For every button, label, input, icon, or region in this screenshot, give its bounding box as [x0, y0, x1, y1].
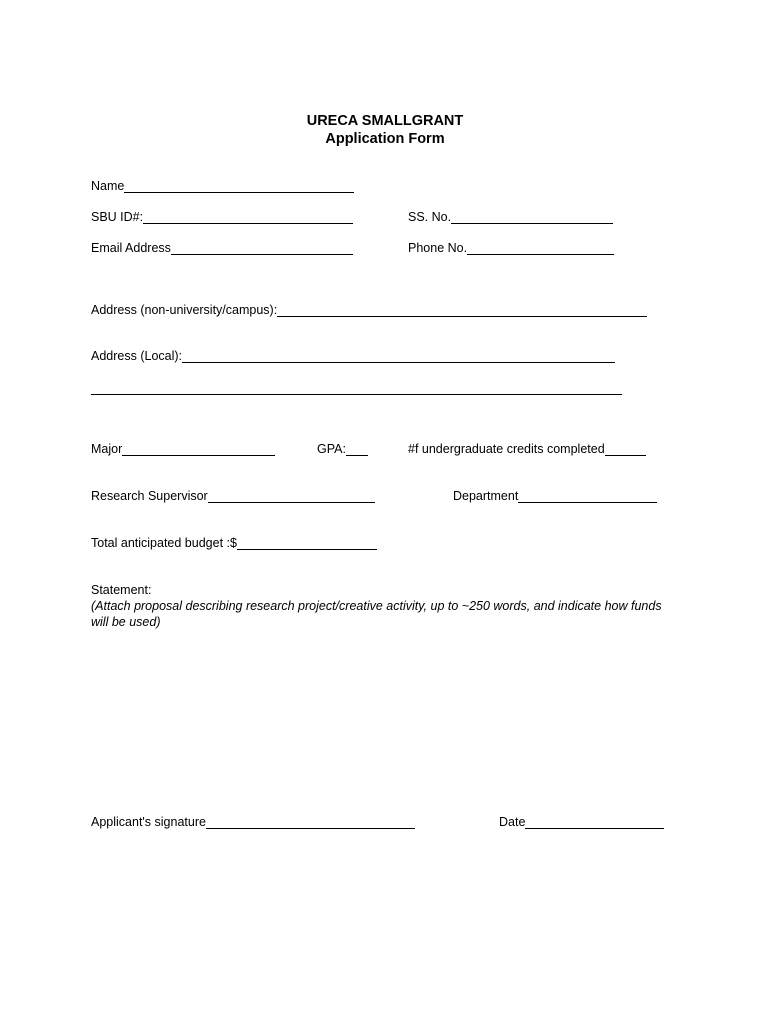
phone-label: Phone No.	[408, 241, 468, 255]
name-input-line[interactable]	[124, 180, 354, 193]
date-field	[499, 814, 664, 830]
form-subtitle: Application Form	[325, 131, 445, 147]
credits-field	[408, 441, 646, 457]
major-field	[91, 441, 275, 457]
department-input-line[interactable]	[518, 490, 657, 503]
date-input-line[interactable]	[525, 816, 664, 829]
phone-input-line[interactable]	[467, 242, 614, 255]
name-label: Name	[91, 179, 125, 193]
statement-heading: Statement:	[91, 583, 152, 597]
department-field	[453, 488, 657, 504]
department-label: Department	[453, 489, 519, 503]
research-supervisor-field	[91, 488, 375, 504]
ss-no-field	[408, 209, 613, 225]
gpa-label: GPA:	[317, 442, 346, 456]
signature-label: Applicant's signature	[91, 815, 206, 829]
research-supervisor-label: Research Supervisor	[91, 489, 208, 503]
budget-input-line[interactable]	[237, 537, 377, 550]
date-label: Date	[499, 815, 526, 829]
signature-field	[91, 814, 415, 830]
budget-label: Total anticipated budget :$	[91, 536, 237, 550]
email-field	[91, 240, 353, 256]
form-title: URECA SMALLGRANT	[306, 113, 464, 129]
address-local-continuation-line[interactable]	[91, 394, 622, 395]
sbu-id-input-line[interactable]	[143, 211, 353, 224]
major-input-line[interactable]	[122, 443, 275, 456]
phone-field	[408, 240, 614, 256]
research-supervisor-input-line[interactable]	[208, 490, 375, 503]
credits-label: #f undergraduate credits completed	[408, 442, 605, 456]
name-field	[91, 178, 354, 194]
credits-input-line[interactable]	[605, 443, 646, 456]
signature-input-line[interactable]	[206, 816, 415, 829]
budget-field	[91, 535, 377, 551]
sbu-id-label: SBU ID#:	[91, 210, 144, 224]
email-label: Email Address	[91, 241, 171, 255]
gpa-field	[317, 441, 368, 457]
address-local-input-line[interactable]	[182, 350, 615, 363]
sbu-id-field	[91, 209, 353, 225]
address-non-university-field	[91, 302, 647, 318]
address-local-field	[91, 348, 615, 364]
address-local-label: Address (Local):	[91, 349, 183, 363]
gpa-input-line[interactable]	[346, 443, 368, 456]
email-input-line[interactable]	[171, 242, 353, 255]
ss-no-input-line[interactable]	[451, 211, 613, 224]
address-non-university-input-line[interactable]	[277, 304, 647, 317]
ss-no-label: SS. No.	[408, 210, 452, 224]
major-label: Major	[91, 442, 123, 456]
statement-instructions: (Attach proposal describing research project/creative activity, up to ~250 words, and indicate how funds will be used)	[91, 599, 662, 629]
address-non-university-label: Address (non-university/campus):	[91, 303, 278, 317]
